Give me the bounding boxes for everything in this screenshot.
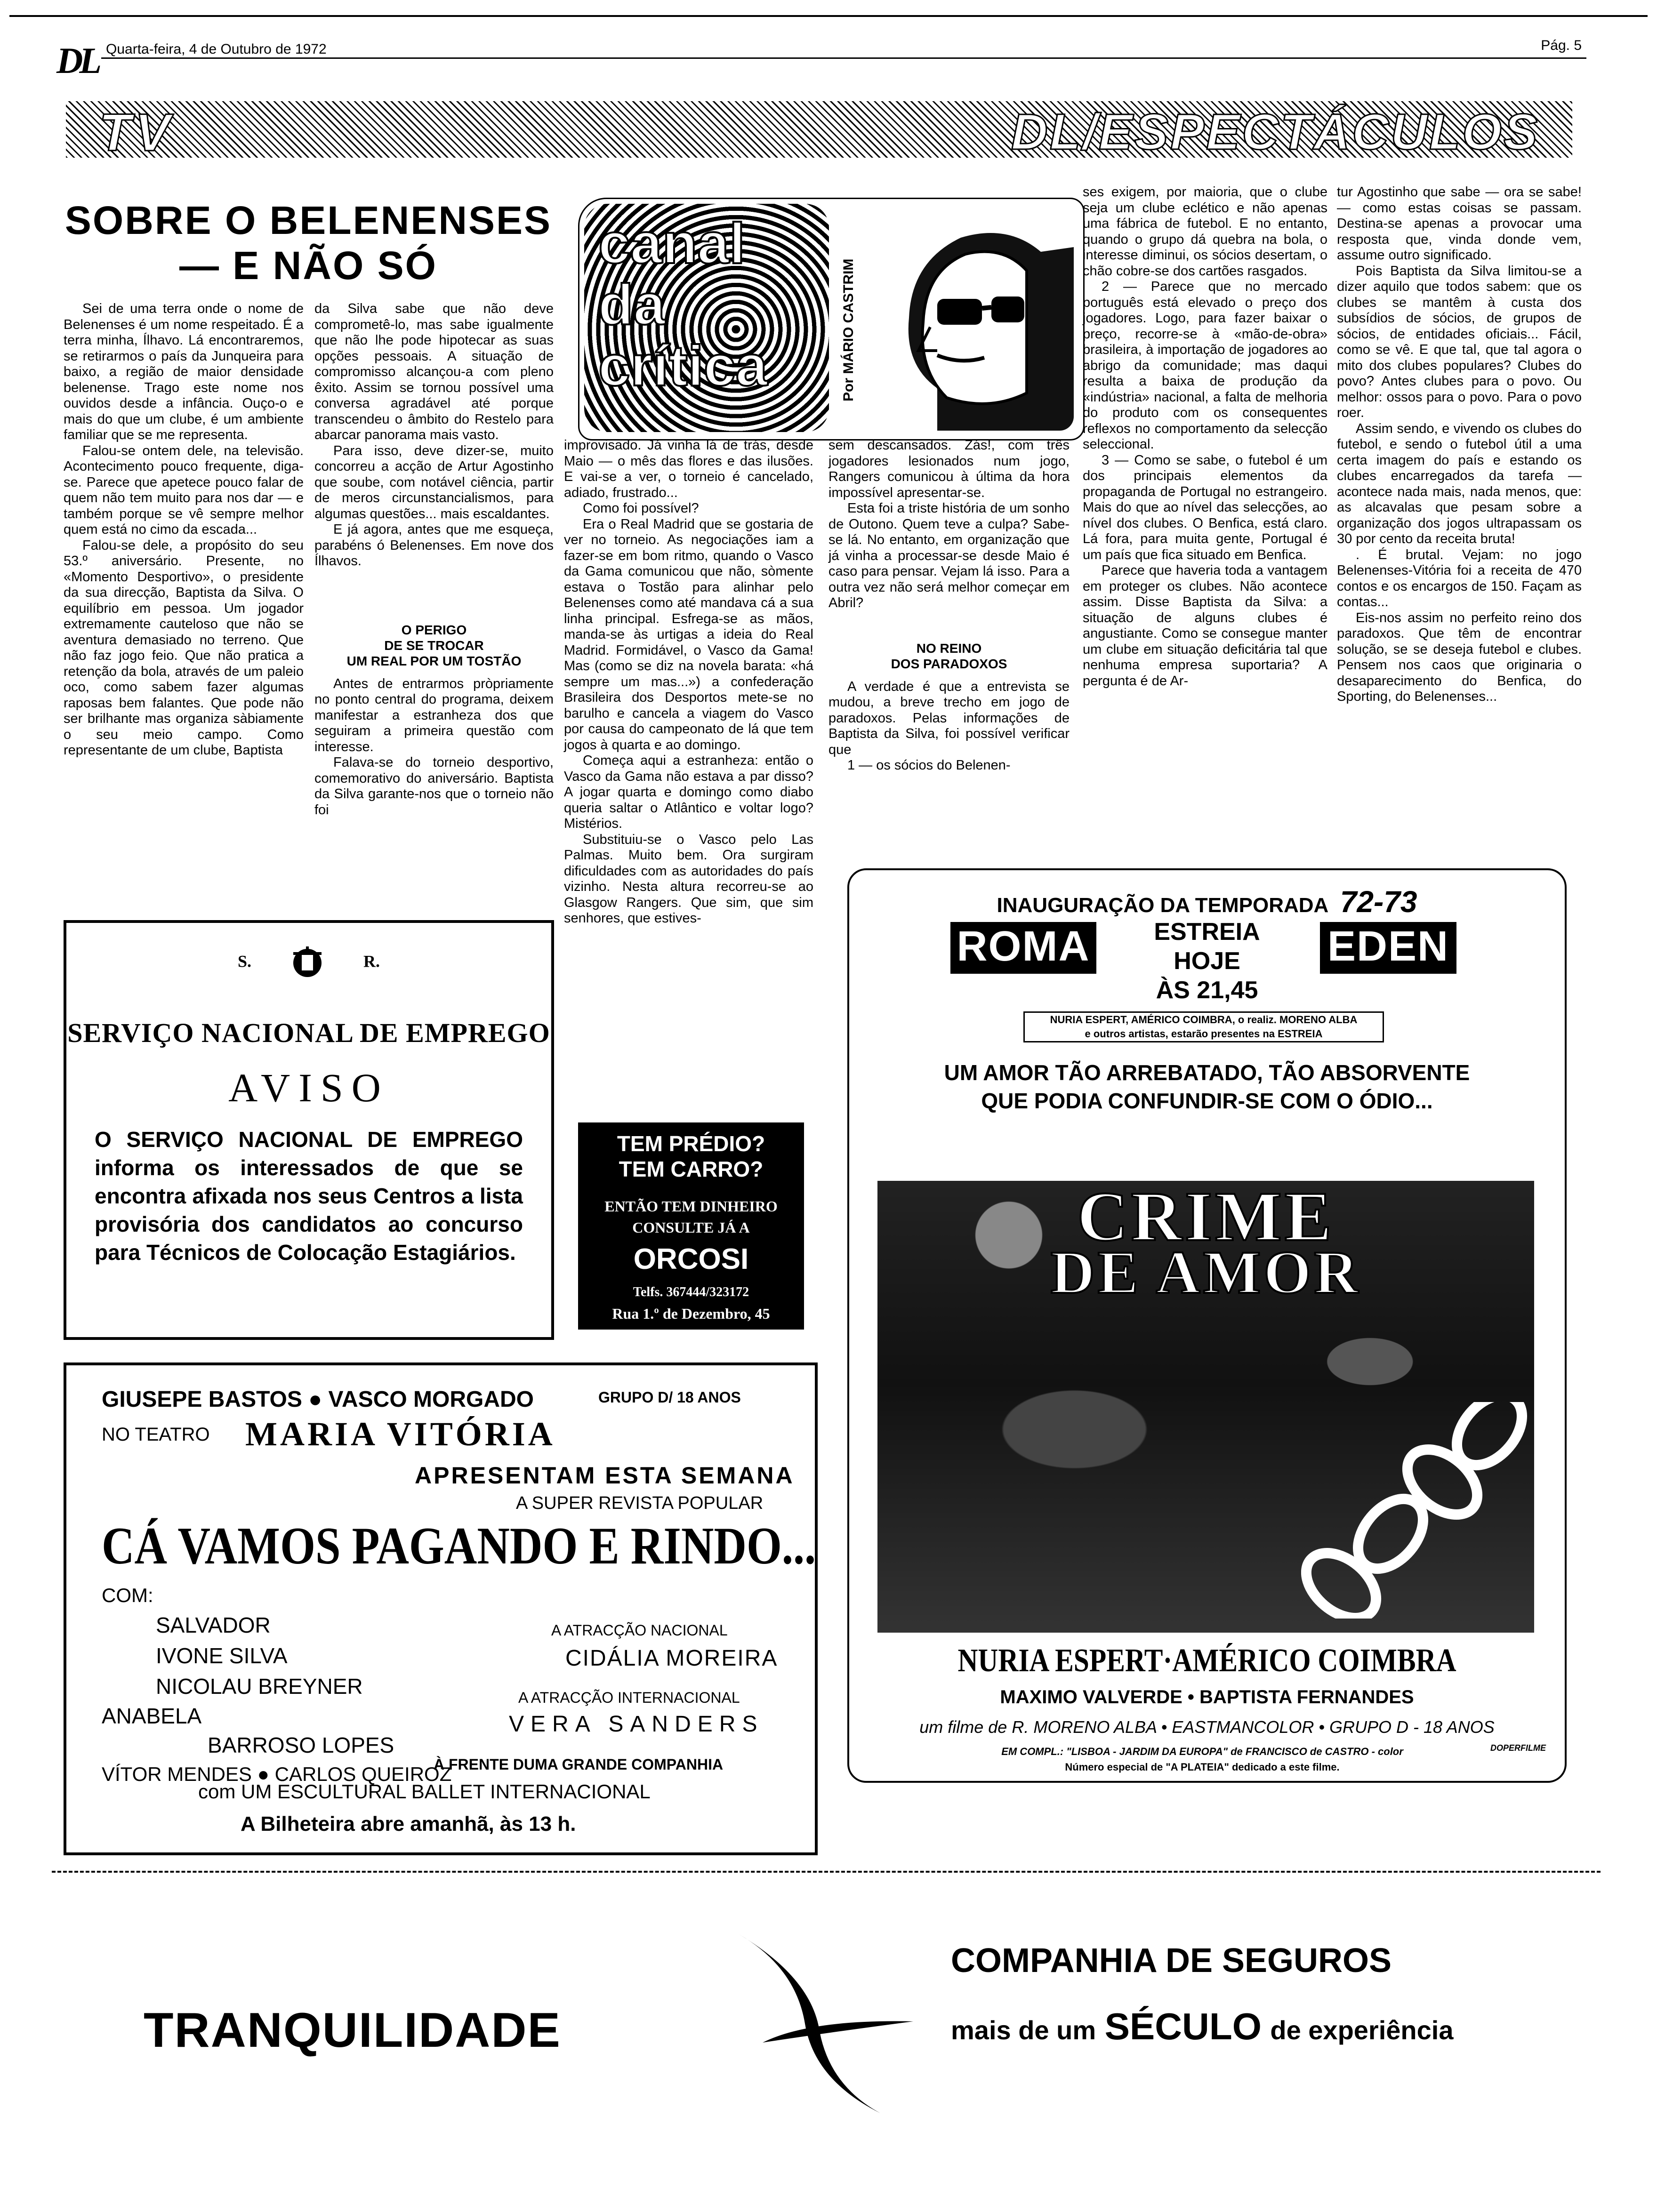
premiere-time: ÀS 21,45 xyxy=(1156,977,1258,1004)
tagline-line-1: UM AMOR TÃO ARREBATADO, TÃO ABSORVENTE xyxy=(944,1060,1470,1085)
section-banner xyxy=(66,101,1572,162)
canal-word: canal xyxy=(598,211,745,275)
film-title-line-2: DE AMOR xyxy=(1050,1239,1361,1306)
tagline-line-2: QUE PODIA CONFUNDIR-SE COM O ÓDIO... xyxy=(981,1089,1433,1113)
banner-tv-label: TV xyxy=(99,103,174,162)
paragraph: 1 — os sócios do Belenen- xyxy=(847,758,1011,773)
cast-member: ANABELA xyxy=(102,1704,202,1728)
article-column-3 xyxy=(564,438,813,927)
theatre-producers: GIUSEPE BASTOS ● VASCO MORGADO xyxy=(102,1387,534,1412)
cast-note-line-1: NURIA ESPERT, AMÉRICO COIMBRA, o realiz. MORENO ALBA xyxy=(1050,1014,1358,1026)
paragraph: Sei de uma terra onde o nome de Belenenses é um nome respeitado. É a terra minha, Ílhavo. Lá encontraremos, se retirarmos o país da Junqueira para baixo, a região de maior densidade belenense. Trago este nome nos ouvidos desde a infância. Ouço-o e mais do que um clube, é um ambiente familiar que se me representa. xyxy=(64,301,304,442)
paragraph: Era o Real Madrid que se gostaria de ver no torneio. As negociações iam a fazer-se em bom ritmo, quando o Vasco da Gama comunicou que não, sòmente estava o Tostão para alinhar pelo Belenenses como até mandava cá a sua linha principal. Esfrega-se as mãos, manda-se às urtigas a ideia do Real Madrid. Formidável, o Vasco da Gama! Mas (como se diz na novela barata: «há sempre um mas...») a confederação Brasileira dos Desportos mete-se no barulho e cancela a viagem do Vasco por causa do campeonato de lá que tem jogos à quarta e ao domingo. xyxy=(564,516,813,753)
chain-graphic xyxy=(1301,1402,1527,1619)
paragraph: Esta foi a triste história de um sonho de Outono. Quem teve a culpa? Sabe-se lá. No entanto, em organização que já vinha a processar-se desde Maio é caso para pensar. Vejam lá isso. Para a outra vez não será melhor começar em Abril? xyxy=(828,501,1070,610)
paragraph: tur Agostinho que sabe — ora se sabe! — como estas coisas se passam. Destina-se apenas a provocar uma resposta que, vinda donde vem, assume outro significado. xyxy=(1337,184,1582,263)
column-logo-canal-da-critica xyxy=(578,198,1085,441)
orcosi-address: Rua 1.º de Dezembro, 45 xyxy=(612,1305,770,1322)
theatre-ballet: com UM ESCULTURAL BALLET INTERNACIONAL xyxy=(198,1780,651,1803)
page-number: Pág. 5 xyxy=(1541,38,1582,53)
paragraph: Falou-se ontem dele, na televisão. Acontecimento pouco frequente, diga-se. Parece que apetece pouco falar de quem não tem muito para nos dar — e também porque se vê sempre melhor quem está no cimo da escada... xyxy=(64,443,304,537)
paragraph: Assim sendo, e vivendo os clubes do futebol, e sendo o futebol útil a uma certa imagem do país e estando os clubes encarregados da tarefa — acontece nada mais, nada menos, que: as alcavalas que pesam sobre a organização dos jogos ultrapassam os 30 por cento da receita bruta! xyxy=(1337,421,1582,546)
national-attraction-name: CIDÁLIA MOREIRA xyxy=(565,1646,778,1671)
paragraph: ses exigem, por maioria, que o clube seja um clube eclético e não apenas uma fábrica de futebol. E no entanto, quando o grupo dá quebra na bola, o interesse diminui, os sócios desertam, o chão cobre-se dos cartões rasgados. xyxy=(1083,184,1327,279)
sne-title: SERVIÇO NACIONAL DE EMPREGO xyxy=(67,1018,550,1048)
theatre-show-title: CÁ VAMOS PAGANDO E RINDO... xyxy=(102,1517,816,1575)
paragraph: Falava-se do torneio desportivo, comemorativo do aniversário. Baptista da Silva garante-nos que o torneio não foi xyxy=(314,755,554,817)
orcosi-phones: Telfs. 367444/323172 xyxy=(633,1285,749,1299)
international-attraction-label: A ATRACÇÃO INTERNACIONAL xyxy=(518,1689,740,1706)
critica-word: crítica xyxy=(598,334,768,398)
season-years: 72-73 xyxy=(1340,885,1417,919)
film-complement: EM COMPL.: "LISBOA - JARDIM DA EUROPA" de FRANCISCO de CASTRO - color xyxy=(1001,1746,1403,1757)
theatre-box-office: A Bilheteira abre amanhã, às 13 h. xyxy=(241,1812,576,1835)
cast-member: BARROSO LOPES xyxy=(208,1733,394,1757)
sne-r-letter: R. xyxy=(363,952,380,971)
premiere-block xyxy=(1113,917,1301,1005)
theatre-age-group: GRUPO D/ 18 ANOS xyxy=(598,1389,741,1406)
premiere-today: HOJE xyxy=(1174,947,1240,975)
theatre-advertisement xyxy=(64,1362,818,1855)
dashed-divider xyxy=(52,1871,1601,1873)
cinema-roma: ROMA xyxy=(950,922,1096,974)
theatre-super: A SUPER REVISTA POPULAR xyxy=(516,1493,764,1513)
orcosi-line-1: TEM PRÉDIO? xyxy=(617,1131,765,1156)
subheading-perigo: O PERIGO DE SE TROCAR UM REAL POR UM TOSTÃO xyxy=(346,622,522,668)
international-attraction-name: VERA SANDERS xyxy=(509,1712,764,1737)
plateia-note: Número especial de "A PLATEIA" dedicado a este filme. xyxy=(1065,1761,1340,1773)
paragraph: improvisado. Já vinha lá de trás, desde Maio — o mês das flores e das ilusões. E vai-se a ver, o torneio é cancelado, adiado, frustrado... xyxy=(564,438,813,500)
paragraph: sem descansados. Zás!, com três jogadores lesionados num jogo, Rangers comunicou à última da hora impossível apresentar-se. xyxy=(828,438,1070,500)
paragraph: . É brutal. Vejam: no jogo Belenenses-Vitória foi a receita de 470 contos e os encargos de 150. Façam as contas... xyxy=(1337,547,1582,609)
paragraph: Começa aqui a estranheza: então o Vasco da Gama não estava a par disso? A jogar quarta e domingo como diabo queria saltar o Atlântico e voltar logo? Mistérios. xyxy=(564,753,813,831)
newspaper-logo: DL xyxy=(56,40,98,81)
sne-s-letter: S. xyxy=(237,952,252,971)
distributor-logo: DOPERFILME xyxy=(1490,1743,1546,1753)
orcosi-line-4: CONSULTE JÁ A xyxy=(632,1219,750,1236)
insurance-company: COMPANHIA DE SEGUROS xyxy=(951,1942,1392,1980)
theatre-com: COM: xyxy=(102,1584,153,1606)
film-credits: um filme de R. MORENO ALBA • EASTMANCOLOR • GRUPO D - 18 ANOS xyxy=(919,1717,1495,1737)
paragraph: 2 — Parece que no mercado português está elevado o preço dos jogadores. Logo, para fazer baixar o preço, recorre-se à «mão-de-obra» brasileira, à importação de jogadores ao abrigo da comunidade; mas daqui resulta a baixa de produção da «indústria» nacional, a falta de melhoria do produto com os consequentes reflexos no comportamento da selecção seleccional. xyxy=(1083,279,1327,452)
slogan-prefix: mais de um xyxy=(951,2015,1096,2045)
paragraph: Substituiu-se o Vasco pelo Las Palmas. Muito bem. Ora surgiram dificuldades com as autoridades do país vizinho. Nesta altura recorreu-se ao Glasgow Rangers. Que sim, que sim senhores, que estives- xyxy=(564,832,813,926)
orcosi-line-3: ENTÃO TEM DINHEIRO xyxy=(604,1198,778,1215)
paragraph: Eis-nos assim no perfeito reino dos paradoxos. Que têm de encontrar solução, se se deseja futebol e clubes. Pensem nos caos que originaria o desaparecimento do Benfica, do Sporting, do Belenenses... xyxy=(1337,610,1582,704)
paragraph: Antes de entrarmos pròpriamente no ponto central do programa, deixem manifestar a estranheza dos que seguiram a primeira questão com interesse. xyxy=(314,676,554,754)
orcosi-line-2: TEM CARRO? xyxy=(619,1157,764,1181)
national-attraction-label: A ATRACÇÃO NACIONAL xyxy=(551,1622,728,1639)
article-headline xyxy=(61,198,555,288)
cast-member: VÍTOR MENDES ● CARLOS QUEIROZ xyxy=(102,1763,452,1785)
sne-crest-row xyxy=(66,944,551,982)
paragraph: Falou-se dele, a propósito do seu 53.º aniversário. Presente, no «Momento Desportivo», o presidente da sua direcção, Baptista da Silva. O equilíbrio em pessoa. Um jogador extremamente cauteloso que não se aventura demasiado no terreno. Que não faz jogo feio. Que não pratica a retenção da bola, através de um paleio oco, como sabem fazer algumas raposas bem falantes. Que pode não ser brilhante mas organiza sàbiamente o seu meio campo. Como representante de um clube, Baptista xyxy=(64,537,304,758)
article-column-4 xyxy=(828,438,1070,774)
film-stars: NURIA ESPERT·AMÉRICO COIMBRA xyxy=(957,1643,1456,1679)
slogan-suffix: de experiência xyxy=(1270,2015,1454,2045)
spacer xyxy=(828,611,1070,630)
theatre-company: À FRENTE DUMA GRANDE COMPANHIA xyxy=(434,1756,724,1773)
slogan-century: SÉCULO xyxy=(1104,2005,1262,2047)
insurance-slogan xyxy=(951,2005,1453,2048)
paragraph: da Silva sabe que não deve comprometê-lo, mas sabe igualmente que não lhe pode hipotecar as suas opções pessoais. A situação de compromisso alcançou-a com pleno êxito. Assim se tornou possível uma conversa agradável até porque transcendeu o âmbito do Restelo para abarcar panorama mais vasto. xyxy=(314,301,554,442)
film-still-photo xyxy=(877,1178,1534,1633)
premiere-word: ESTREIA xyxy=(1154,918,1260,946)
season-line xyxy=(849,884,1565,919)
tagline xyxy=(849,1058,1565,1115)
film-title-line-1: CRIME xyxy=(1077,1178,1335,1256)
cast-member: IVONE SILVA xyxy=(156,1643,288,1668)
sne-aviso: AVISO xyxy=(228,1065,389,1110)
cast-member: NICOLAU BREYNER xyxy=(156,1674,363,1699)
da-word: da xyxy=(598,272,666,337)
orcosi-advertisement xyxy=(578,1122,804,1330)
spacer xyxy=(314,569,554,612)
paragraph: A verdade é que a entrevista se mudou, a breve trecho em jogo de paradoxos. Pelas informações de Baptista da Silva, foi possível verificar que xyxy=(828,679,1070,757)
article-column-2 xyxy=(314,301,554,818)
paragraph: 3 — Como se sabe, o futebol é um dos principais elementos da propaganda de Portugal no estrangeiro. Mais do que ao nível das selecções, ao nível dos clubes. O Benfica, está claro. Lá fora, para muita gente, Portugal é um país que fica situado em Benfica. xyxy=(1083,452,1327,562)
article-column-1 xyxy=(64,301,304,759)
headline-line-1: SOBRE O BELENENSES xyxy=(64,198,552,242)
film-costars: MAXIMO VALVERDE • BAPTISTA FERNANDES xyxy=(1000,1687,1414,1707)
cinema-advertisement xyxy=(847,868,1567,1783)
season-label: INAUGURAÇÃO DA TEMPORADA xyxy=(997,894,1329,917)
cinema-eden: EDEN xyxy=(1320,922,1456,974)
theatre-venue-prefix: NO TEATRO xyxy=(102,1424,210,1445)
paragraph: E já agora, antes que me esqueça, parabéns ó Belenenses. Em nove dos Ílhavos. xyxy=(314,522,554,569)
masthead-rule xyxy=(101,57,1586,59)
cast-member: SALVADOR xyxy=(156,1613,271,1637)
paragraph: Para isso, deve dizer-se, muito concorreu a acção de Artur Agostinho que soube, com notável ciência, partir de meros circunstancialismos, para algumas questões... mais escaldantes. xyxy=(314,443,554,521)
orcosi-brand: ORCOSI xyxy=(633,1243,749,1275)
cast-note-line-2: e outros artistas, estarão presentes na ESTREIA xyxy=(1085,1028,1323,1040)
headline-line-2: — E NÃO SÓ xyxy=(179,243,438,288)
paragraph: Como foi possível? xyxy=(583,501,699,516)
author-portrait xyxy=(867,209,1074,431)
byline: Por MÁRIO CASTRIM xyxy=(841,258,856,401)
portrait-illustration xyxy=(867,209,1074,431)
spiral-graphic xyxy=(584,204,829,432)
sne-body: O SERVIÇO NACIONAL DE EMPREGO informa os interessados de que se encontra afixada nos seus Centros a lista provisória dos candidatos ao concurso para Técnicos de Colocação Estagiários. xyxy=(95,1127,523,1265)
article-column-6 xyxy=(1337,184,1582,705)
theatre-present: APRESENTAM ESTA SEMANA xyxy=(415,1462,795,1489)
paragraph: Parece que haveria toda a vantagem em proteger os clubes. Não acontece assim. Disse Baptista da Silva: a situação de alguns clubes é angustiante. Como se consegue manter um clube em situação deficitária tal que nenhuma empresa suportaria? A pergunta é de Ar- xyxy=(1083,563,1327,689)
subheading-paradoxos: NO REINO DOS PARADOXOS xyxy=(891,641,1007,671)
banner-section-label: DL/ESPECTÁCULOS xyxy=(1011,103,1539,160)
dateline: Quarta-feira, 4 de Outubro de 1972 xyxy=(106,41,327,57)
article-column-5 xyxy=(1083,184,1327,689)
theatre-venue: MARIA VITÓRIA xyxy=(245,1415,555,1453)
coat-of-arms-icon xyxy=(289,944,326,982)
top-rule xyxy=(9,15,1648,17)
insurance-brand: TRANQUILIDADE xyxy=(144,2003,561,2058)
sne-advertisement xyxy=(64,920,554,1340)
paragraph: Pois Baptista da Silva limitou-se a dizer aquilo que todos sabem: que os clubes se mantêm à custa dos subsídios de sócios, de grupos de sócios, de entidades oficiais... Fácil, como se vê. E que tal, que tal agora o mito dos clubes populares? Clubes do povo? Antes clubes para o povo. Ou melhor: ossos para o povo. Para o povo roer. xyxy=(1337,263,1582,420)
seagull-logo-icon xyxy=(701,1925,965,2123)
cast-presence-note xyxy=(1023,1011,1384,1042)
tranquilidade-advertisement xyxy=(52,1883,1577,2184)
